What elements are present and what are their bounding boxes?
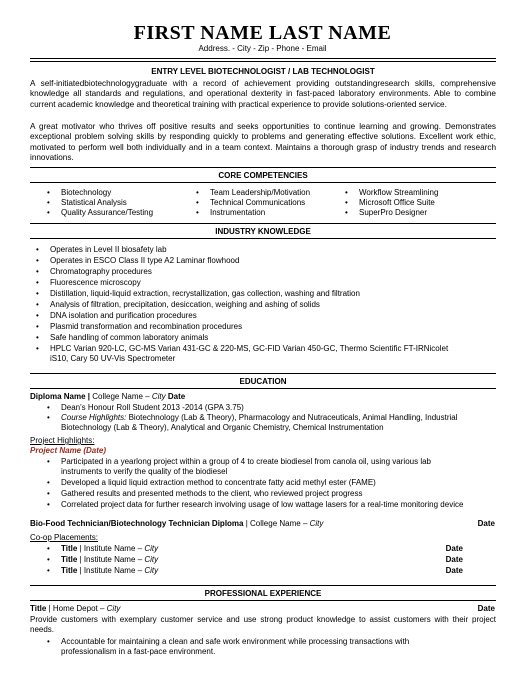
job-description: Provide customers with exemplary customer service and use strong product knowledge to assist customers with their project needs. (30, 615, 496, 635)
section-divider (30, 167, 496, 168)
industry-item: • Safe handling of common laboratory animals (36, 333, 209, 342)
industry-item: • Plasmid transformation and recombination procedures (36, 322, 243, 331)
industry-item: • Distillation, liquid-liquid extraction, recrystallization, gas collection, washing and filtration (36, 289, 360, 298)
coop-item: • Title | Institute Name – City (47, 566, 159, 575)
coop-label: Co-op Placements: (30, 533, 99, 542)
education-title: EDUCATION (239, 377, 287, 386)
competency-item: • Quality Assurance/Testing (47, 208, 154, 217)
summary-paragraph-2: A great motivator who thrives off positive results and seeks opportunities to continue learning and growing. Demonstrates exceptional problem solving skills by responding quickly to problems and generating effective solutions. Excellent work ethic, motivated to perform well both individually and in a team context. Maintains a thorough grasp of industry trends and research innovations. (30, 122, 496, 163)
candidate-name: FIRST NAME LAST NAME (133, 22, 392, 44)
honours-item: • Dean's Honour Roll Student 2013 -2014 (GPA 3.75) (47, 403, 244, 412)
header-divider (30, 58, 496, 62)
coop-item: • Title | Institute Name – City (47, 555, 159, 564)
project-name: Project Name (Date) (30, 446, 107, 455)
competency-item: • Technical Communications (196, 198, 306, 207)
competency-item: • SuperPro Designer (345, 208, 428, 217)
industry-item: • Operates in Level II biosafety lab (36, 245, 167, 254)
section-divider (30, 182, 496, 183)
project-item: • Gathered results and presented methods to the client, who reviewed project progress (47, 489, 363, 498)
project-item-continued: instruments to verify the quality of the biodiesel (61, 467, 228, 476)
competencies-title: CORE COMPETENCIES (218, 171, 308, 180)
section-divider (30, 585, 496, 586)
contact-line: Address. - City - Zip - Phone - Email (198, 44, 327, 53)
competency-item: • Statistical Analysis (47, 198, 127, 207)
experience-title: PROFESSIONAL EXPERIENCE (204, 589, 322, 598)
industry-item: • HPLC Varian 920-LC, GC-MS Varian 431-GC & 220-MS, GC-FID Varian 450-GC, Thermo Scientific FT-IRNicolet (36, 344, 449, 353)
industry-item: • DNA isolation and purification procedures (36, 311, 197, 320)
competency-item: • Team Leadership/Motivation (196, 188, 311, 197)
industry-item: • Fluorescence microscopy (36, 278, 141, 287)
summary-paragraph-1: A self-initiatedbiotechnologygraduate with a record of achievement providing outstandingresearch skills, comprehensive knowledge all standards and regulations, and operational dexterity in fast-paced laboratory environments. Able to combine current academic knowledge and theoretical training with practical experience to provide solutions-oriented service. (30, 79, 496, 109)
project-highlights-label: Project Highlights: (30, 436, 95, 445)
industry-item-continued: iS10, Cary 50 UV-Vis Spectrometer (50, 354, 176, 363)
coop-date: Date (445, 566, 463, 575)
project-item: • Correlated project data for further research involving usage of low wattage lasers for a real-time monitoring device (47, 500, 464, 509)
job-bullet: • Accountable for maintaining a clean and safe work environment while processing transactions with (47, 637, 410, 646)
competency-item: • Microsoft Office Suite (345, 198, 435, 207)
competency-item: • Workflow Streamlining (345, 188, 439, 197)
section-divider (30, 600, 496, 601)
industry-title: INDUSTRY KNOWLEDGE (215, 227, 311, 236)
diploma-line: Diploma Name | College Name – City Date (30, 392, 186, 401)
section-divider (30, 238, 496, 239)
course-highlights: • Course Highlights: Biotechnology (Lab & Theory), Pharmacology and Nutraceuticals, Animal Handling, Industrial (47, 413, 458, 422)
industry-item: • Operates in ESCO Class II type A2 Laminar flowhood (36, 256, 240, 265)
section-divider (30, 223, 496, 224)
job-line: Title | Home Depot – City (30, 604, 121, 613)
industry-item: • Chromatography procedures (36, 267, 152, 276)
project-item: • Participated in a yearlong project within a group of 4 to create biodiesel from canola oil, using various lab (47, 457, 431, 466)
coop-item: • Title | Institute Name – City (47, 544, 159, 553)
course-highlights-continued: Biotechnology (Lab & Theory), Analytical and Organic Chemistry, Chemical Instrumentation (61, 423, 384, 432)
project-item: • Developed a liquid liquid extraction method to concentrate fatty acid methyl ester (FAME) (47, 478, 376, 487)
coop-date: Date (445, 555, 463, 564)
job-date: Date (477, 604, 495, 613)
coop-date: Date (445, 544, 463, 553)
industry-item: • Analysis of filtration, precipitation, desiccation, weighing and ashing of solids (36, 300, 320, 309)
job-bullet-continued: professionalism in a fast-pace environment. (61, 647, 216, 656)
diploma2-line: Bio-Food Technician/Biotechnology Technician Diploma | College Name – City (30, 519, 324, 528)
diploma2-date: Date (477, 519, 495, 528)
competency-item: • Biotechnology (47, 188, 112, 197)
section-divider (30, 373, 496, 374)
competency-item: • Instrumentation (196, 208, 266, 217)
summary-title: ENTRY LEVEL BIOTECHNOLOGIST / LAB TECHNOLOGIST (151, 67, 375, 76)
section-divider (30, 388, 496, 389)
